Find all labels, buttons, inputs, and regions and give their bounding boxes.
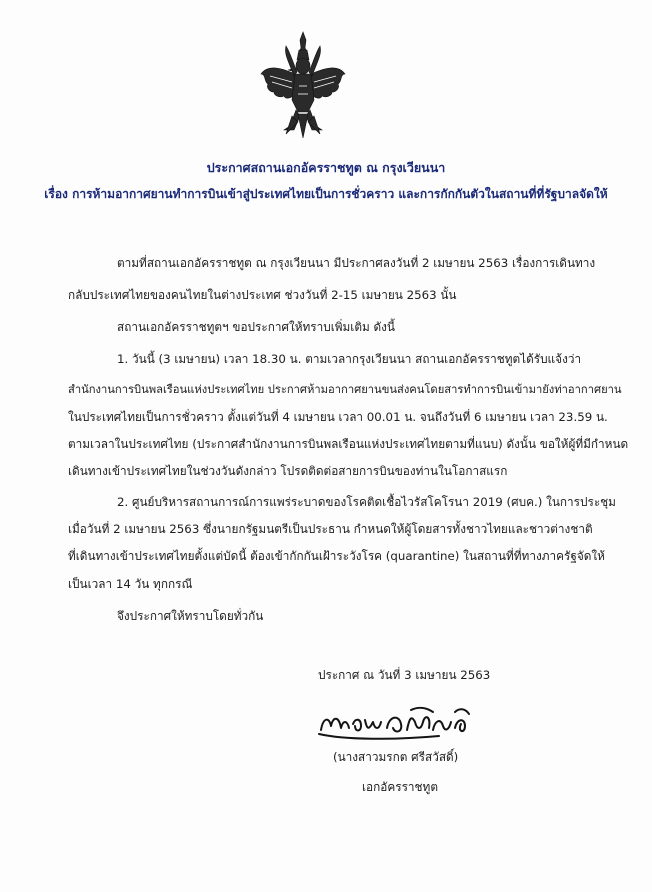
signatory-position: เอกอัครราชทูต bbox=[362, 780, 438, 794]
item2-line-4: เป็นเวลา 14 วัน ทุกกรณี bbox=[68, 577, 193, 591]
item1-line-1: 1. วันนี้ (3 เมษายน) เวลา 18.30 น. ตามเวลากรุงเวียนนา สถานเอกอัครราชทูตได้รับแจ้งว่า bbox=[117, 352, 582, 366]
item2-line-1: 2. ศูนย์บริหารสถานการณ์การแพร่ระบาดของโรคติดเชื้อไวรัสโคโรนา 2019 (ศบค.) ในการประชุม bbox=[117, 495, 616, 509]
announcement-date: ประกาศ ณ วันที่ 3 เมษายน 2563 bbox=[318, 668, 491, 682]
item1-line-3: ในประเทศไทยเป็นการชั่วคราว ตั้งแต่วันที่ 4 เมษายน เวลา 00.01 น. จนถึงวันที่ 6 เมษายน เวลา 23.59 น. bbox=[68, 410, 608, 424]
item2-line-2: เมื่อวันที่ 2 เมษายน 2563 ซึ่งนายกรัฐมนตรีเป็นประธาน กำหนดให้ผู้โดยสารทั้งชาวไทยและชาวต่างชาติ bbox=[68, 522, 593, 536]
announcement-title: ประกาศสถานเอกอัครราชทูต ณ กรุงเวียนนา bbox=[206, 160, 446, 175]
closing-line: จึงประกาศให้ทราบโดยทั่วกัน bbox=[117, 609, 264, 623]
handwritten-signature bbox=[315, 700, 475, 744]
intro-line-2: กลับประเทศไทยของคนไทยในต่างประเทศ ช่วงวันที่ 2-15 เมษายน 2563 นั้น bbox=[68, 288, 457, 302]
signatory-name: (นางสาวมรกต ศรีสวัสดิ์) bbox=[333, 750, 459, 764]
item1-line-5: เดินทางเข้าประเทศไทยในช่วงวันดังกล่าว โปรดติดต่อสายการบินของท่านในโอกาสแรก bbox=[68, 464, 508, 478]
announce-line: สถานเอกอัครราชทูตฯ ขอประกาศให้ทราบเพิ่มเติม ดังนี้ bbox=[117, 320, 395, 334]
intro-line-1: ตามที่สถานเอกอัครราชทูต ณ กรุงเวียนนา มีประกาศลงวันที่ 2 เมษายน 2563 เรื่องการเดินทาง bbox=[117, 256, 596, 270]
announcement-subject: เรื่อง การห้ามอากาศยานทำการบินเข้าสู่ประเทศไทยเป็นการชั่วคราว และการกักกันตัวในสถานที่ที่รัฐบาลจัดให้ bbox=[44, 187, 608, 201]
item1-line-2: สำนักงานการบินพลเรือนแห่งประเทศไทย ประกาศห้ามอากาศยานขนส่งคนโดยสารทำการบินเข้ามายังท่าอากาศยาน bbox=[68, 383, 622, 396]
garuda-emblem-icon bbox=[258, 30, 348, 142]
item1-line-4: ตามเวลาในประเทศไทย (ประกาศสำนักงานการบินพลเรือนแห่งประเทศไทยตามที่แนบ) ดังนั้น ขอให้ผู้ที่มีกำหนด bbox=[68, 437, 629, 451]
item2-line-3: ที่เดินทางเข้าประเทศไทยตั้งแต่บัดนี้ ต้องเข้ากักกันเฝ้าระวังโรค (quarantine) ในสถานที่ที่ทางภาครัฐจัดให้ bbox=[68, 549, 605, 563]
